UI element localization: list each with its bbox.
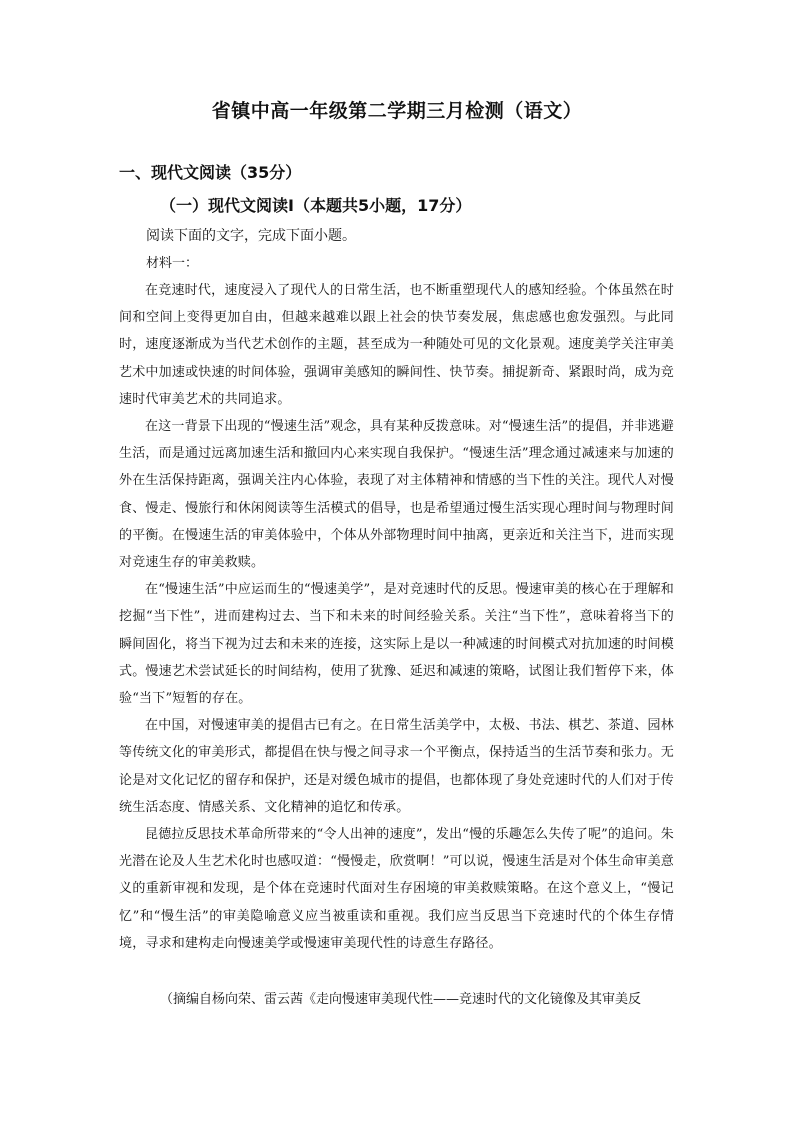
subsection-heading: （一）现代文阅读Ⅰ（本题共5小题，17分） — [160, 196, 472, 215]
paragraph-4: 在中国，对慢速审美的提倡古已有之。在日常生活美学中，太极、书法、棋艺、茶道、园林等传统文化的审美形式，都提倡在快与慢之间寻求一个平衡点，保持适当的生活节奏和张力。无论是对文化记忆的留存和保护，还是对缓色城市的提倡，也都体现了身处竞速时代的人们对于传统生活态度、情感关系、文化精神的追忆和传承。 — [119, 718, 674, 815]
paragraph-1: 在竞速时代，速度浸入了现代人的日常生活，也不断重塑现代人的感知经验。个体虽然在时间和空间上变得更加自由，但越来越难以跟上社会的快节奏发展，焦虑感也愈发强烈。与此同时，速度逐渐成为当代艺术创作的主题，甚至成为一种随处可见的文化景观。速度美学关注审美艺术中加速或快速的时间体验，强调审美感知的瞬间性、快节奏。捕捉新奇、紧跟时尚，成为竞速时代审美艺术的共同追求。 — [119, 283, 674, 407]
material-label: 材料一： — [146, 256, 199, 271]
paragraph-5: 昆德拉反思技术革命所带来的“令人出神的速度”，发出“慢的乐趣怎么失传了呢”的追问。朱光潜在论及人生艺术化时也感叹道：“慢慢走，欣赏啊！”可以说，慢速生活是对个体生命审美意义的重新审视和发现，是个体在竞速时代面对生存困境的审美救赎策略。在这个意义上，“慢记忆”和“慢生活”的审美隐喻意义应当被重读和重视。我们应当反思当下竞速时代的个体生存情境，寻求和建构走向慢速美学或慢速审美现代性的诗意生存路径。 — [119, 827, 674, 951]
paragraph-3: 在“慢速生活”中应运而生的“慢速美学”，是对竞速时代的反思。慢速审美的核心在于理解和挖掘“当下性”，进而建构过去、当下和未来的时间经验关系。关注“当下性”，意味着将当下的瞬间固化，将当下视为过去和未来的连接，这实际上是以一种减速的时间模式对抗加速的时间模式。慢速艺术尝试延长的时间结构，使用了犹豫、延迟和减速的策略，试图让我们暂停下来，体验“当下”短暂的存在。 — [119, 582, 674, 707]
section-heading: 一、现代文阅读（35分） — [119, 163, 302, 182]
page-title: 省镇中高一年级第二学期三月检测（语文） — [211, 100, 583, 122]
source-note: （摘编自杨向荣、雷云茜《走向慢速审美现代性——竞速时代的文化镜像及其审美反 — [160, 992, 642, 1007]
paragraph-2: 在这一背景下出现的“慢速生活”观念，具有某种反拨意味。对“慢速生活”的提倡，并非逃避生活，而是通过远离加速生活和撤回内心来实现自我保护。“慢速生活”理念通过减速来与加速的外在生活保持距离，强调关注内心体验，表现了对主体精神和情感的当下性的关注。现代人对慢食、慢走、慢旅行和休闲阅读等生活模式的倡导，也是希望通过慢生活实现心理时间与物理时间的平衡。在慢速生活的审美体验中，个体从外部物理时间中抽离，更亲近和关注当下，进而实现对竞速生存的审美救赎。 — [119, 419, 674, 571]
reading-instruction: 阅读下面的文字，完成下面小题。 — [146, 228, 356, 244]
passage-body — [119, 277, 674, 957]
